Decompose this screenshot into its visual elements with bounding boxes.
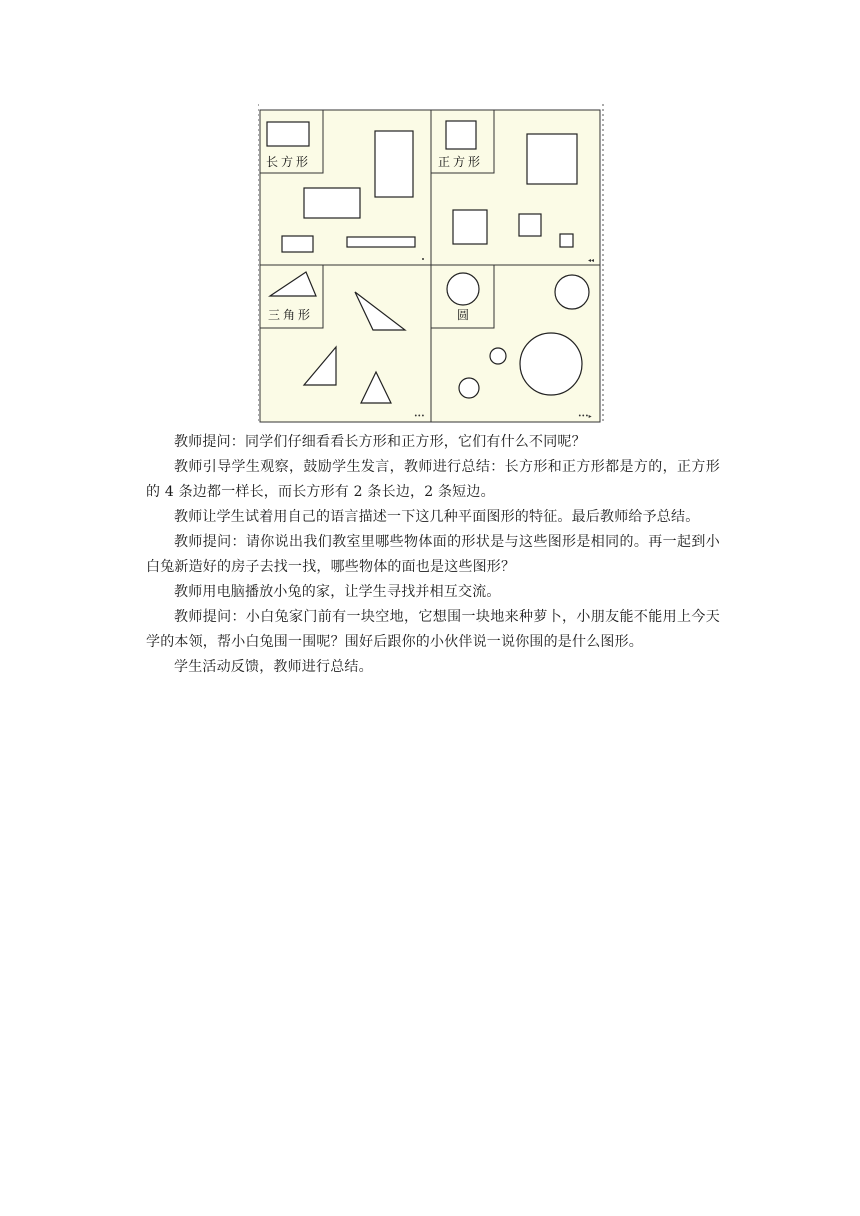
circle-small-2 [459,378,479,398]
label-triangle: 三角形 [268,308,314,322]
rectangle-long-thin [347,237,415,247]
label-circle-sample [447,273,479,305]
circle-small [490,348,506,364]
circle-medium [555,275,589,309]
paragraph: 教师用电脑播放小兔的家，让学生寻找并相互交流。 [174,584,501,600]
rectangle-small [282,236,313,252]
corner-dots-2: •••▸ [578,413,592,420]
shapes-figure-svg [258,104,610,424]
square-large [527,134,577,184]
corner-arrow: ◂◂ [588,257,595,264]
paragraph: 教师提问：请你说出我们教室里哪些物体面的形状是与这些图形是相同的。再一起到小白兔新造好的房子去找一找，哪些物体的面也是这些图形？ [146,534,720,575]
square-medium [453,210,487,244]
paragraph: 教师引导学生观察，鼓励学生发言，教师进行总结：长方形和正方形都是方的，正方形的 4 条边都一样长，而长方形有 2 条长边，2 条短边。 [146,459,720,500]
corner-dot [422,258,424,260]
circle-large [520,333,582,395]
body-text [146,430,720,680]
label-rectangle-sample [267,122,309,146]
label-circle: 圆 [457,308,473,322]
paragraph: 教师让学生试着用自己的语言描述一下这几种平面图形的特征。最后教师给予总结。 [174,509,700,525]
square-tiny [560,234,573,247]
rectangle-tall [375,131,413,197]
corner-dots: ••• [414,413,425,420]
rectangle-wide [304,188,360,218]
paragraph: 教师提问：小白兔家门前有一块空地，它想围一块地来种萝卜，小朋友能不能用上今天学的本领，帮小白兔围一围呢？围好后跟你的小伙伴说一说你围的是什么图形。 [146,609,720,650]
square-small [519,214,541,236]
paragraph: 教师提问：同学们仔细看看长方形和正方形，它们有什么不同呢？ [174,434,586,450]
shapes-figure [258,104,610,424]
label-rectangle: 长方形 [266,155,312,169]
label-square: 正方形 [438,155,484,169]
label-square-sample [446,121,476,149]
paragraph: 学生活动反馈，教师进行总结。 [174,659,373,675]
